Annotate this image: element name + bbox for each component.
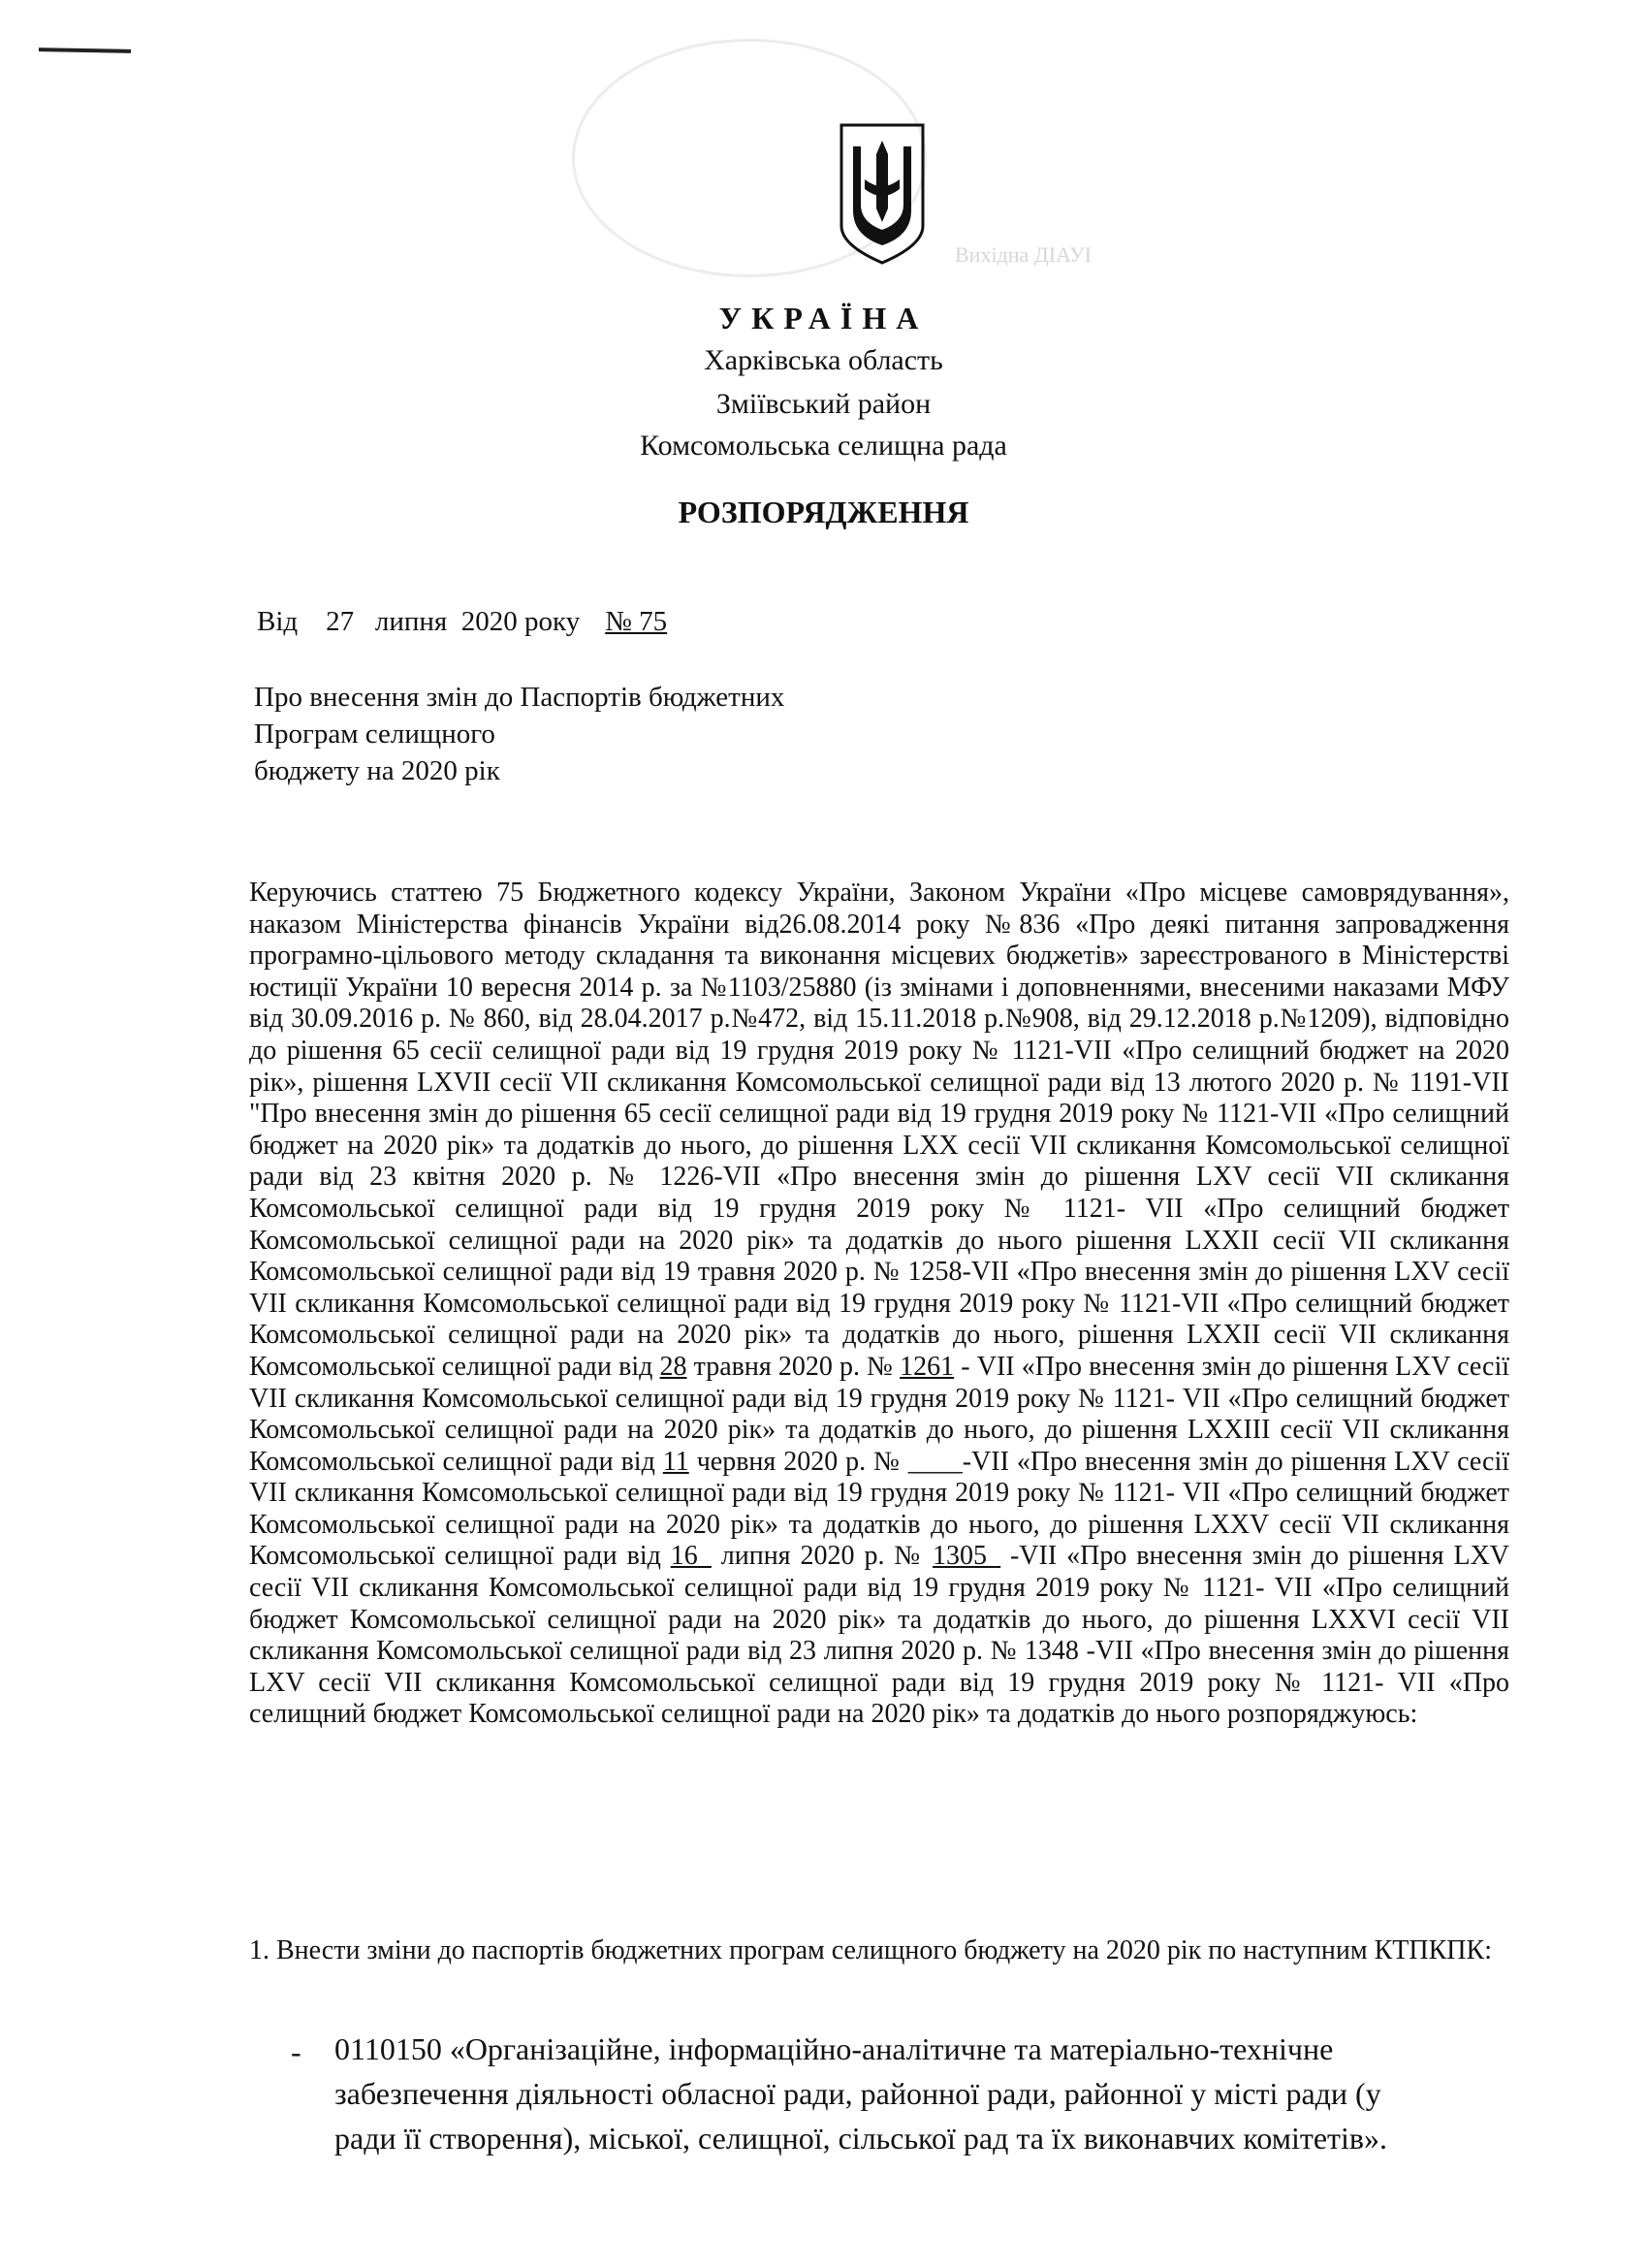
- subject-line: Про внесення змін до Паспортів бюджетних: [254, 682, 785, 713]
- bullet-dash: -: [291, 2034, 301, 2069]
- bullet-item-text: 0110150 «Організаційне, інформаційно-аналітичне та матеріально-технічне забезпечення діяльності обласної ради, районної ради, районної у місті ради (у ради її створення), міської, селищної, сільської рад та їх виконавчих комітетів».: [334, 2031, 1388, 2156]
- subject-line: Програм селищного: [254, 719, 495, 750]
- body-text-segment: - VII «Про внесення змін до рішення LXV сесії VII скликання Комсомольської селищної ради від 19 грудня 2019 року № 1121- VII «Про селищний бюджет Комсомольської селищної ради на 2020 рік» та додатків до нього, до рішення LXXIII сесії VII скликання Комсомольської селищної ради від: [249, 1351, 1510, 1477]
- document-subject: [254, 679, 784, 789]
- body-paragraph: [249, 878, 1509, 1731]
- body-text-segment: Керуючись статтею 75 Бюджетного кодексу України, Законом України «Про місцеве самоврядування», наказом Міністерства фінансів України від26.08.2014 року №836 «Про деякі питання запровадження програмно-цільового методу складання та виконання місцевих бюджетів» зареєстрованого в Міністерстві юстиції України 10 вересня 2014 р. за №1103/25880 (із змінами і доповненнями, внесеними наказами МФУ від 30.09.2016 р. № 860, від 28.04.2017 р.№472, від 15.11.2018 р.№908, від 29.12.2018 р.№1209), відповідно до рішення 65 сесії селищної ради від 19 грудня 2019 року № 1121-VII «Про селищний бюджет на 2020 рік», рішення LXVII сесії VII скликання Комсомольської селищної ради від 13 лютого 2020 р. № 1191-VII "Про внесення змін до рішення 65 сесії селищної ради від 19 грудня 2019 року № 1121-VII «Про селищний бюджет на 2020 рік» та додатків до нього, до рішення LXX сесії VII скликання Комсомольської селищної ради від 23 квітня 2020 р. № 1226-VII «Про внесення змін до рішення LXV сесії VII скликання Комсомольської селищної ради від 19 грудня 2019 року № 1121- VII «Про селищний бюджет Комсомольської селищної ради на 2020 рік» та додатків до нього рішення LXXII сесії VII скликання Комсомольської селищної ради від 19 травня 2020 р. № 1258-VII «Про внесення змін до рішення LXV сесії VII скликання Комсомольської селищної ради від 19 грудня 2019 року № 1121-VII «Про селищний бюджет Комсомольської селищної ради на 2020 рік» та додатків до нього, рішення LXXII сесії VII скликання Комсомольської селищної ради від: [249, 878, 1509, 1382]
- list-item-1: 1. Внести зміни до паспортів бюджетних програм селищного бюджету на 2020 рік по наступним КТПКПК:: [249, 1935, 1492, 1965]
- document-type-title: РОЗПОРЯДЖЕННЯ: [678, 495, 969, 529]
- faded-bleedthrough-text: Вихідна ДІАУІ: [955, 242, 1092, 267]
- dateline-day: 27: [326, 606, 355, 637]
- scan-edge-mark: [39, 48, 131, 53]
- country-name: УКРАЇНА: [718, 301, 929, 335]
- trident-emblem-icon: [836, 121, 929, 267]
- region-name: Харківська область: [704, 344, 943, 376]
- district-name: Зміївський район: [715, 388, 932, 420]
- handwritten-day: 16_: [670, 1541, 712, 1572]
- blank-number: ____: [907, 1446, 963, 1477]
- body-text-segment: травня 2020 р. №: [693, 1351, 893, 1382]
- dateline-prefix: Від: [257, 606, 299, 637]
- body-text-segment: червня 2020 р. №: [696, 1446, 901, 1477]
- handwritten-number: 1261: [900, 1351, 955, 1382]
- council-name: Комсомольська селищна рада: [640, 430, 1007, 462]
- handwritten-day: 11: [662, 1446, 689, 1477]
- dateline-month-year: липня 2020 року: [374, 606, 581, 637]
- body-text-segment: -VII «Про внесення змін до рішення LXV сесії VII скликання Комсомольської селищної ради від 19 грудня 2019 року № 1121- VII «Про селищний бюджет Комсомольської селищної ради на 2020 рік» та додатків до нього, до рішення LXXVI сесії VII скликання Комсомольської селищної ради від 23 липня 2020 р. № 1348 -VII «Про внесення змін до рішення LXV сесії VII скликання Комсомольської селищної ради від 19 грудня 2019 року № 1121- VII «Про селищний бюджет Комсомольської селищної ради на 2020 рік» та додатків до нього розпоряджуюсь:: [249, 1541, 1510, 1730]
- body-text-segment: липня 2020 р. №: [720, 1541, 924, 1572]
- handwritten-number: 1305_: [933, 1541, 1001, 1572]
- document-number: № 75: [605, 606, 668, 637]
- subject-line: бюджету на 2020 рік: [254, 755, 500, 786]
- document-dateline: [257, 606, 667, 638]
- body-text-segment: -VII «Про внесення змін до рішення LXV сесії VII скликання Комсомольської селищної ради від 19 грудня 2019 року № 1121- VII «Про селищний бюджет Комсомольської селищної ради на 2020 рік» та додатків до нього, до рішення LXXV сесії VII скликання Комсомольської селищної ради від: [249, 1446, 1510, 1572]
- handwritten-day: 28: [659, 1351, 687, 1382]
